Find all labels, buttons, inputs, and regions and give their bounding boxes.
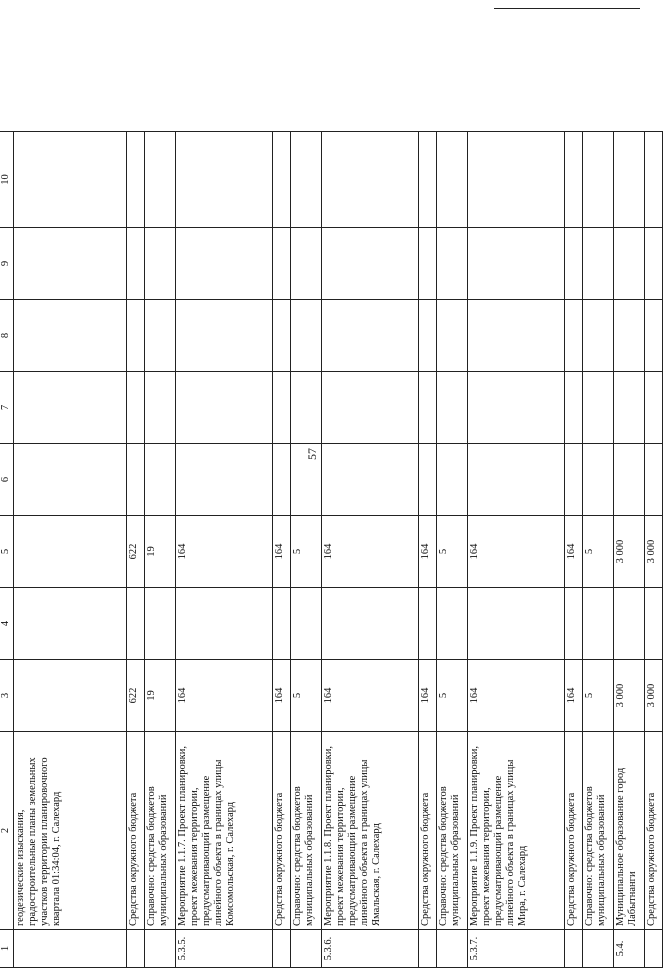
- value-col-6: [645, 444, 663, 516]
- value-col-6: [437, 444, 468, 516]
- table-row: [565, 132, 583, 968]
- column-header: 3: [0, 660, 14, 732]
- table-header-row: [0, 132, 14, 968]
- value-col-8: [468, 300, 565, 372]
- value-col-9: [437, 228, 468, 300]
- value-col-7: [583, 372, 614, 444]
- column-header: 8: [0, 300, 14, 372]
- value-col-6: [291, 444, 322, 516]
- value-col-5: 622: [127, 516, 145, 588]
- table-row: [273, 132, 291, 968]
- value-col-9: [583, 228, 614, 300]
- value-col-8: [322, 300, 419, 372]
- column-header: 9: [0, 228, 14, 300]
- column-header: 4: [0, 588, 14, 660]
- value-col-5: 164: [419, 516, 437, 588]
- value-col-3: 164: [176, 660, 273, 732]
- value-col-8: [437, 300, 468, 372]
- value-col-3: 3 000: [645, 660, 663, 732]
- row-description: Мероприятие 1.1.9. Проект планировки, проект межевания территории, предусматривающий размещение линейного объекта в границах улицы Мира, г. Салехард: [468, 732, 565, 930]
- row-description: Справочно: средства бюджетов муниципальных образований: [291, 732, 322, 930]
- table-row: [583, 132, 614, 968]
- value-col-8: [127, 300, 145, 372]
- value-col-6: [419, 444, 437, 516]
- table-row: [645, 132, 663, 968]
- row-description: Средства окружного бюджета: [273, 732, 291, 930]
- value-col-3: 19: [145, 660, 176, 732]
- value-col-3: 164: [419, 660, 437, 732]
- table-row: [437, 132, 468, 968]
- value-col-5: 5: [583, 516, 614, 588]
- value-col-9: [176, 228, 273, 300]
- value-col-7: [291, 372, 322, 444]
- row-description: Справочно: средства бюджетов муниципальных образований: [145, 732, 176, 930]
- row-code: 5.3.5.: [176, 930, 273, 968]
- value-col-10: [127, 132, 145, 228]
- value-col-5: 5: [437, 516, 468, 588]
- row-description: геодезические изыскания, градостроительные планы земельных участков территории планировочного квартала 01:34:04, г. Салехард: [14, 732, 127, 930]
- value-col-10: [645, 132, 663, 228]
- value-col-5: 164: [176, 516, 273, 588]
- value-col-10: [176, 132, 273, 228]
- value-col-6: [145, 444, 176, 516]
- value-col-5: 164: [273, 516, 291, 588]
- value-col-9: [127, 228, 145, 300]
- value-col-9: [565, 228, 583, 300]
- value-col-9: [419, 228, 437, 300]
- value-col-10: [291, 132, 322, 228]
- value-col-5: 164: [565, 516, 583, 588]
- table-row: [127, 132, 145, 968]
- value-col-3: 164: [565, 660, 583, 732]
- value-col-8: [583, 300, 614, 372]
- value-col-8: [273, 300, 291, 372]
- column-header: 2: [0, 732, 14, 930]
- row-description: Средства окружного бюджета: [419, 732, 437, 930]
- page-number: 57: [305, 448, 319, 460]
- value-col-10: [583, 132, 614, 228]
- table-body: [14, 132, 663, 968]
- value-col-4: [565, 588, 583, 660]
- value-col-3: 164: [273, 660, 291, 732]
- value-col-4: [645, 588, 663, 660]
- value-col-10: [614, 132, 645, 228]
- value-col-5: 3 000: [614, 516, 645, 588]
- value-col-4: [145, 588, 176, 660]
- table-row: [176, 132, 273, 968]
- column-header: 6: [0, 444, 14, 516]
- value-col-8: [645, 300, 663, 372]
- value-col-6: [468, 444, 565, 516]
- value-col-6: [176, 444, 273, 516]
- value-col-9: [645, 228, 663, 300]
- value-col-4: [437, 588, 468, 660]
- value-col-7: [645, 372, 663, 444]
- value-col-7: [127, 372, 145, 444]
- row-description: Муниципальное образование город Лабытнанги: [614, 732, 645, 930]
- value-col-9: [291, 228, 322, 300]
- value-col-3: 5: [583, 660, 614, 732]
- value-col-10: [419, 132, 437, 228]
- value-col-9: [273, 228, 291, 300]
- value-col-7: [437, 372, 468, 444]
- table-row: [291, 132, 322, 968]
- row-code: [437, 930, 468, 968]
- value-col-5: 5: [291, 516, 322, 588]
- value-col-10: [145, 132, 176, 228]
- value-col-3: 164: [322, 660, 419, 732]
- value-col-6: [127, 444, 145, 516]
- value-col-6: [565, 444, 583, 516]
- value-col-4: [176, 588, 273, 660]
- column-header: 7: [0, 372, 14, 444]
- row-code: [14, 930, 127, 968]
- row-code: [127, 930, 145, 968]
- table-row: [468, 132, 565, 968]
- table-row: [614, 132, 645, 968]
- row-code: [273, 930, 291, 968]
- column-header: 1: [0, 930, 14, 968]
- value-col-3: 3 000: [614, 660, 645, 732]
- value-col-9: [468, 228, 565, 300]
- value-col-7: [565, 372, 583, 444]
- value-col-10: [468, 132, 565, 228]
- column-header: 10: [0, 132, 14, 228]
- row-code: 5.4.: [614, 930, 645, 968]
- row-description: Мероприятие 1.1.7. Проект планировки, проект межевания территории, предусматривающий размещение линейного объекта в границах улицы Комсомольская, г. Салехард: [176, 732, 273, 930]
- table-row: [419, 132, 437, 968]
- row-code: 5.3.6.: [322, 930, 419, 968]
- value-col-4: [614, 588, 645, 660]
- value-col-10: [14, 132, 127, 228]
- value-col-8: [14, 300, 127, 372]
- budget-table: [0, 131, 663, 968]
- value-col-10: [437, 132, 468, 228]
- value-col-7: [176, 372, 273, 444]
- value-col-6: [322, 444, 419, 516]
- value-col-3: 164: [468, 660, 565, 732]
- row-description: Справочно: средства бюджетов муниципальных образований: [583, 732, 614, 930]
- value-col-4: [322, 588, 419, 660]
- value-col-4: [127, 588, 145, 660]
- value-col-9: [322, 228, 419, 300]
- value-col-3: [14, 660, 127, 732]
- row-description: Средства окружного бюджета: [645, 732, 663, 930]
- row-code: [419, 930, 437, 968]
- table-row: [14, 132, 127, 968]
- value-col-8: [419, 300, 437, 372]
- value-col-6: [14, 444, 127, 516]
- value-col-4: [583, 588, 614, 660]
- value-col-6: [614, 444, 645, 516]
- value-col-9: [14, 228, 127, 300]
- value-col-10: [322, 132, 419, 228]
- table-row: [145, 132, 176, 968]
- value-col-7: [273, 372, 291, 444]
- value-col-10: [273, 132, 291, 228]
- value-col-7: [322, 372, 419, 444]
- table-region: [0, 47, 657, 961]
- value-col-7: [419, 372, 437, 444]
- value-col-5: [14, 516, 127, 588]
- value-col-7: [14, 372, 127, 444]
- row-description: Средства окружного бюджета: [127, 732, 145, 930]
- value-col-5: 164: [468, 516, 565, 588]
- value-col-4: [291, 588, 322, 660]
- value-col-3: 5: [437, 660, 468, 732]
- value-col-5: 3 000: [645, 516, 663, 588]
- value-col-8: [176, 300, 273, 372]
- column-header: 5: [0, 516, 14, 588]
- top-right-rule: [494, 8, 640, 9]
- row-code: [565, 930, 583, 968]
- row-code: [645, 930, 663, 968]
- value-col-4: [419, 588, 437, 660]
- row-description: Мероприятие 1.1.8. Проект планировки, проект межевания территории, предусматривающий размещение линейного объекта в границах улицы Ямальская, г. Салехард: [322, 732, 419, 930]
- value-col-10: [565, 132, 583, 228]
- value-col-8: [614, 300, 645, 372]
- value-col-4: [14, 588, 127, 660]
- value-col-6: [583, 444, 614, 516]
- value-col-5: 19: [145, 516, 176, 588]
- value-col-7: [614, 372, 645, 444]
- row-description: Справочно: средства бюджетов муниципальных образований: [437, 732, 468, 930]
- row-code: [583, 930, 614, 968]
- value-col-7: [145, 372, 176, 444]
- row-description: Средства окружного бюджета: [565, 732, 583, 930]
- value-col-4: [468, 588, 565, 660]
- value-col-4: [273, 588, 291, 660]
- value-col-8: [291, 300, 322, 372]
- value-col-5: 164: [322, 516, 419, 588]
- row-code: [291, 930, 322, 968]
- value-col-9: [145, 228, 176, 300]
- value-col-3: 5: [291, 660, 322, 732]
- value-col-7: [468, 372, 565, 444]
- row-code: [145, 930, 176, 968]
- value-col-8: [145, 300, 176, 372]
- row-code: 5.3.7.: [468, 930, 565, 968]
- value-col-6: [273, 444, 291, 516]
- value-col-8: [565, 300, 583, 372]
- value-col-9: [614, 228, 645, 300]
- value-col-3: 622: [127, 660, 145, 732]
- table-row: [322, 132, 419, 968]
